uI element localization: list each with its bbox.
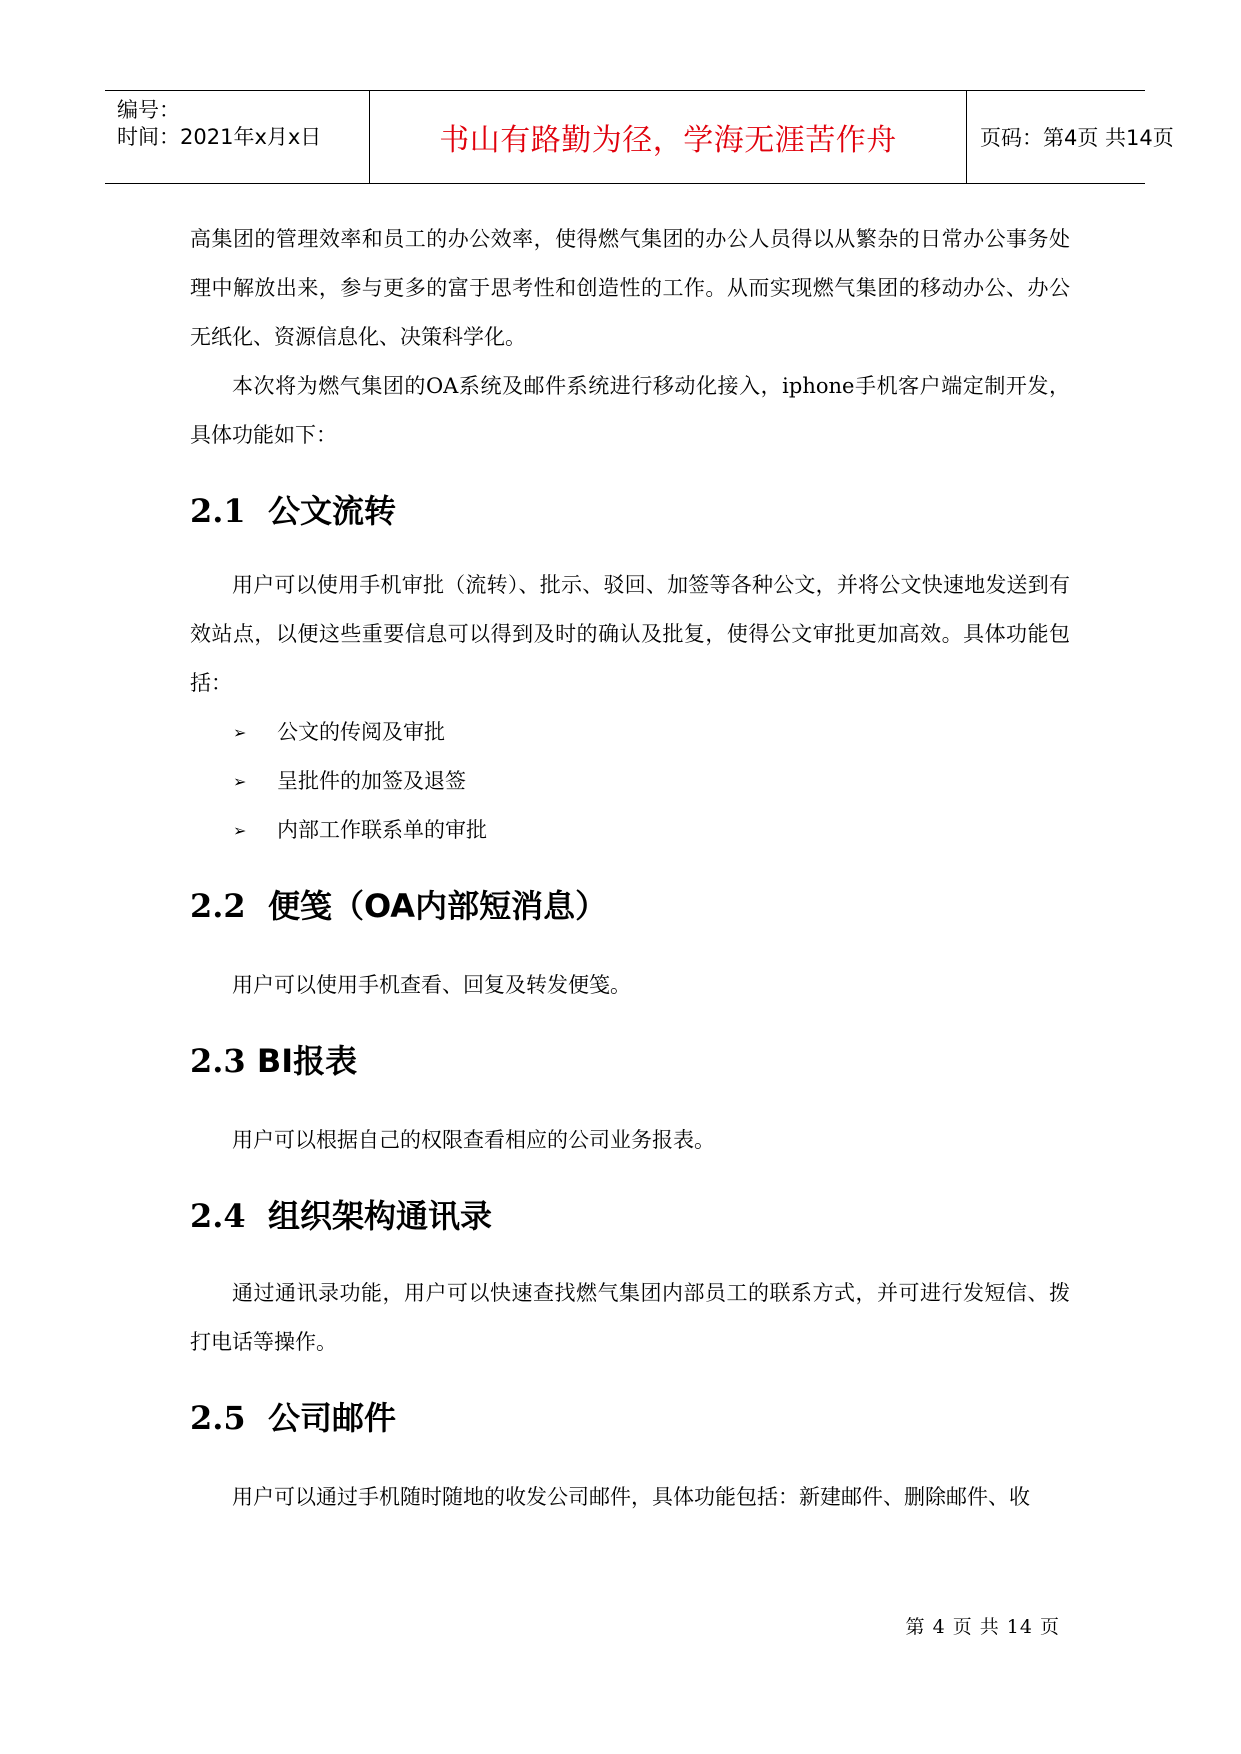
page-header: [105, 90, 1174, 184]
bullet-item: [190, 708, 1070, 757]
arrow-right-icon: ➢: [233, 772, 247, 791]
bullet-text: 公文的传阅及审批: [277, 720, 445, 744]
header-page-indicator: 页码：第4页 共14页: [980, 126, 1174, 150]
bullet-item: [190, 757, 1070, 806]
intro-paragraph-2: 本次将为燃气集团的OA系统及邮件系统进行移动化接入，iphone手机客户端定制开发，具体功能如下：: [190, 374, 1070, 447]
section-2-3-paragraph: 用户可以根据自己的权限查看相应的公司业务报表。: [232, 1128, 715, 1152]
document-time-label: 时间：2021年x月x日: [117, 125, 322, 149]
section-heading-2-2: [190, 886, 1070, 926]
bullet-text: 内部工作联系单的审批: [277, 818, 487, 842]
document-number-label: 编号：: [117, 98, 180, 122]
bullet-text: 呈批件的加签及退签: [277, 769, 466, 793]
section-2-5-paragraph: 用户可以通过手机随时随地的收发公司邮件，具体功能包括：新建邮件、删除邮件、收: [232, 1485, 1030, 1509]
section-number: 2.4: [190, 1197, 246, 1235]
arrow-right-icon: ➢: [233, 723, 247, 742]
section-number: 2.5: [190, 1399, 246, 1437]
header-motto: 书山有路勤为径，学海无涯苦作舟: [370, 91, 967, 183]
section-title: BI报表: [256, 1042, 358, 1080]
bullet-item: [190, 806, 1070, 855]
section-title: 组织架构通讯录: [267, 1197, 492, 1235]
document-body: [190, 215, 1070, 1522]
section-number: 2.3: [190, 1042, 246, 1080]
section-number: 2.1: [190, 492, 246, 530]
section-2-4-paragraph: 通过通讯录功能，用户可以快速查找燃气集团内部员工的联系方式，并可进行发短信、拨打电话等操作。: [190, 1281, 1070, 1354]
section-title: 公司邮件: [267, 1399, 396, 1437]
section-number: 2.2: [190, 887, 246, 925]
section-title: 公文流转: [267, 492, 396, 530]
section-title: 便笺（OA内部短消息）: [267, 887, 608, 925]
arrow-right-icon: ➢: [233, 821, 247, 840]
header-meta-cell: [105, 91, 370, 183]
section-2-1-paragraph: 用户可以使用手机审批（流转）、批示、驳回、加签等各种公文，并将公文快速地发送到有效站点，以便这些重要信息可以得到及时的确认及批复，使得公文审批更加高效。具体功能包括：: [190, 573, 1070, 695]
section-heading-2-3: [190, 1041, 1070, 1081]
page-footer: 第 4 页 共 14 页: [905, 1616, 1060, 1638]
section-2-2-paragraph: 用户可以使用手机查看、回复及转发便笺。: [232, 973, 631, 997]
intro-paragraph-1: 高集团的管理效率和员工的办公效率，使得燃气集团的办公人员得以从繁杂的日常办公事务处理中解放出来，参与更多的富于思考性和创造性的工作。从而实现燃气集团的移动办公、办公无纸化、资源信息化、决策科学化。: [190, 227, 1070, 349]
section-heading-2-5: [190, 1398, 1070, 1438]
section-heading-2-4: [190, 1196, 1070, 1236]
section-heading-2-1: [190, 491, 1070, 531]
